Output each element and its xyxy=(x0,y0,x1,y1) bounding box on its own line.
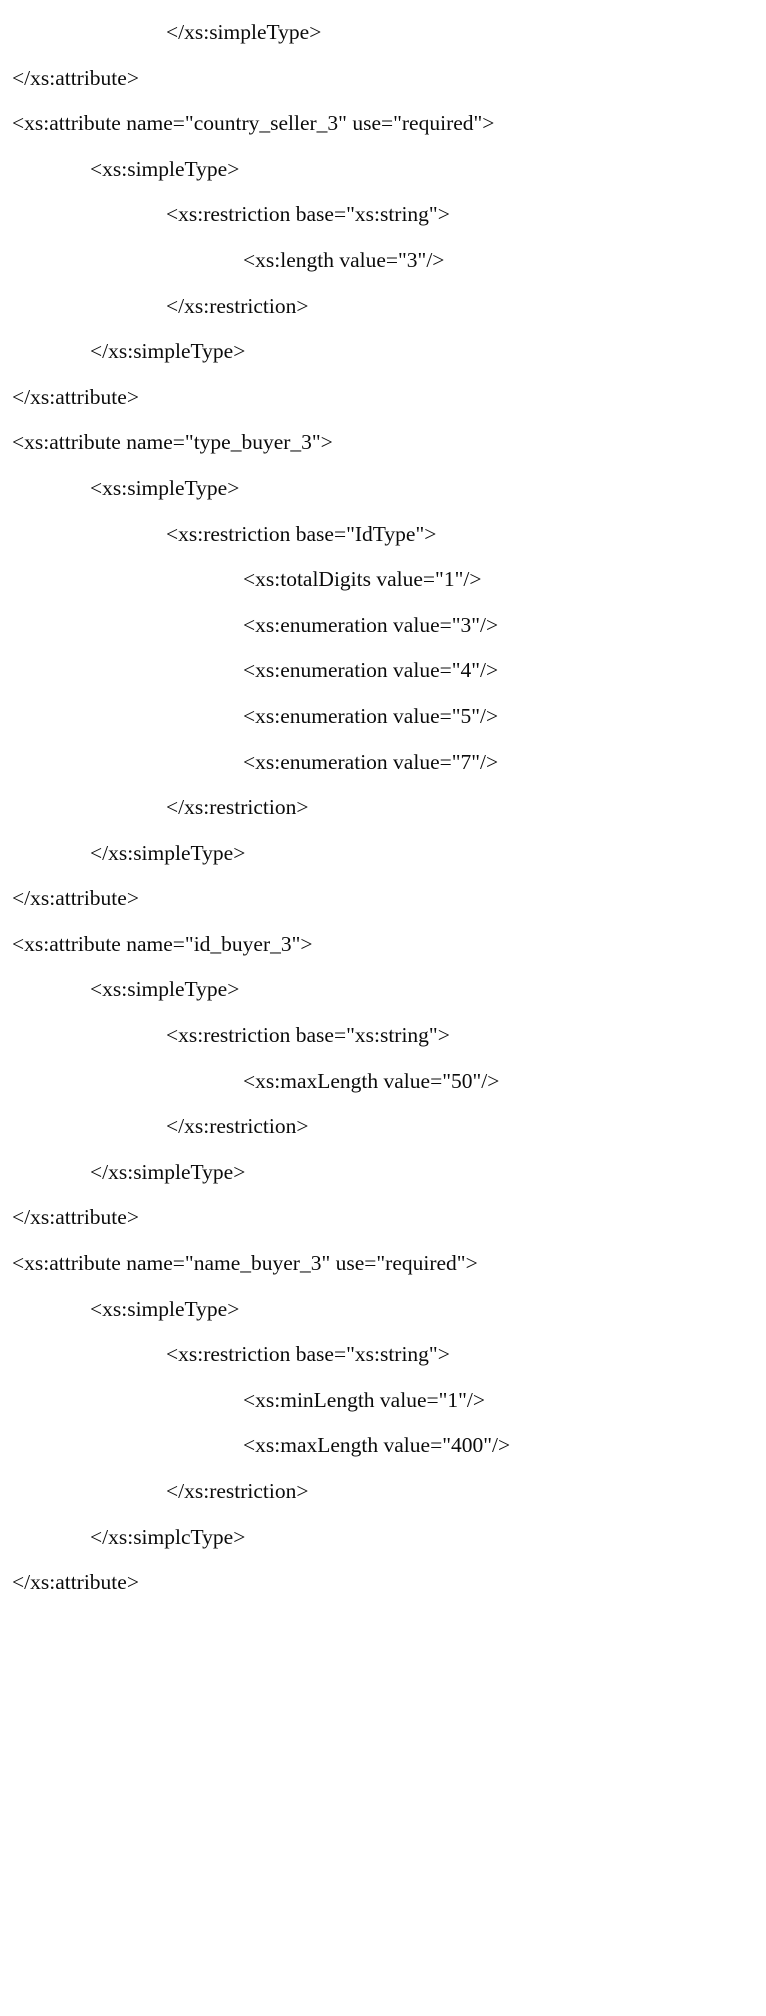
code-line: <xs:minLength value="1"/> xyxy=(243,1387,486,1412)
code-line: </xs:attribute> xyxy=(12,1570,139,1595)
code-line: </xs:attribute> xyxy=(12,1205,139,1230)
code-line: </xs:simpleType> xyxy=(90,339,246,364)
code-line: </xs:simpleType> xyxy=(166,20,322,44)
code-line: <xs:totalDigits value="1"/> xyxy=(243,567,482,592)
code-line: <xs:maxLength value="400"/> xyxy=(243,1433,511,1458)
code-line: <xs:length value="3"/> xyxy=(243,247,445,272)
code-line: <xs:restriction base="xs:string"> xyxy=(166,1342,450,1367)
code-line: </xs:restriction> xyxy=(166,1479,309,1503)
code-line: <xs:restriction base="xs:string"> xyxy=(166,1023,450,1048)
code-line: <xs:attribute name="id_buyer_3"> xyxy=(12,931,313,956)
code-line: </xs:attribute> xyxy=(12,886,139,911)
code-line: </xs:simpleType> xyxy=(90,1159,246,1184)
code-line: <xs:simpleType> xyxy=(90,1296,240,1321)
code-line: <xs:attribute name="type_buyer_3"> xyxy=(12,430,333,455)
code-line: </xs:restriction> xyxy=(166,1114,309,1139)
code-listing xyxy=(0,10,766,1606)
code-line: </xs:simplcType> xyxy=(90,1524,246,1549)
code-line: <xs:enumeration value="3"/> xyxy=(243,612,499,637)
code-line: <xs:restriction base="xs:string"> xyxy=(166,202,450,227)
code-line: </xs:attribute> xyxy=(12,384,139,409)
code-line: </xs:attribute> xyxy=(12,65,139,90)
code-line: </xs:restriction> xyxy=(166,795,309,820)
code-line: <xs:simpleType> xyxy=(90,475,240,500)
code-line: <xs:simpleType> xyxy=(90,156,240,181)
code-line: <xs:attribute name="country_seller_3" use="required"> xyxy=(12,111,495,136)
code-line: </xs:simpleType> xyxy=(90,840,246,865)
code-line: <xs:simpleType> xyxy=(90,977,240,1002)
code-line: <xs:attribute name="name_buyer_3" use="required"> xyxy=(12,1251,478,1276)
code-line: </xs:restriction> xyxy=(166,293,309,318)
code-line: <xs:maxLength value="50"/> xyxy=(243,1068,500,1093)
code-line: <xs:enumeration value="4"/> xyxy=(243,658,499,683)
code-line: <xs:restriction base="IdType"> xyxy=(166,521,437,546)
code-line: <xs:enumeration value="5"/> xyxy=(243,703,499,728)
code-line: <xs:enumeration value="7"/> xyxy=(243,749,499,774)
